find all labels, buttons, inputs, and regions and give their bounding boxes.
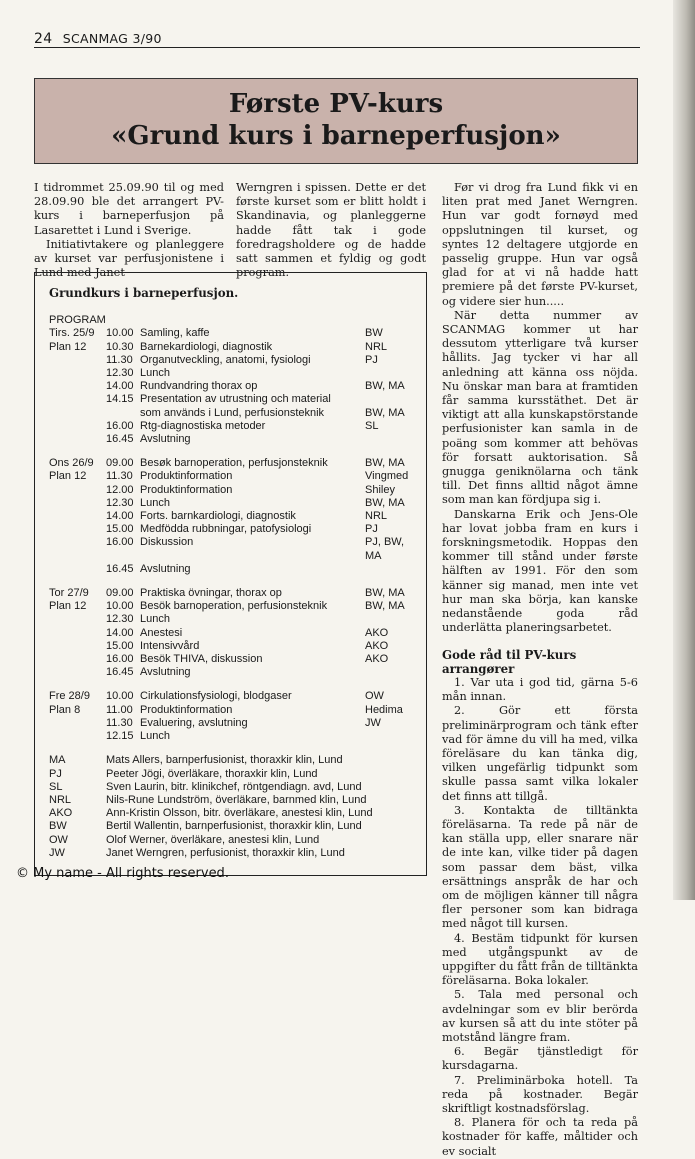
schedule-time: 09.00 [106, 457, 134, 470]
article-title-box [34, 78, 638, 164]
abbreviation-row [49, 807, 419, 820]
schedule-day [49, 433, 106, 446]
abbreviation: BW [49, 820, 67, 833]
article-title-line1: Første PV-kurs [228, 89, 444, 119]
program-label: PROGRAM [49, 314, 106, 327]
schedule-presenter: BW, MA [365, 380, 405, 393]
schedule-topic: Lunch [140, 613, 170, 626]
schedule-row [49, 613, 419, 626]
schedule-row [49, 341, 419, 354]
schedule-topic: Praktiska övningar, thorax op [140, 587, 282, 600]
schedule-presenter: BW, MA [365, 600, 405, 613]
schedule-row [49, 717, 419, 730]
schedule-topic: Presentation av utrustning och material [140, 393, 331, 406]
abbreviation-row [49, 834, 419, 847]
abbreviation-name: Ann-Kristin Olsson, bitr. överläkare, anestesi klin, Lund [106, 807, 373, 820]
schedule-topic: Avslutning [140, 433, 191, 446]
schedule-row [49, 470, 419, 483]
schedule-presenter: BW, MA [365, 496, 405, 509]
schedule-topic: Diskussion [140, 536, 194, 549]
abbreviation: AKO [49, 807, 73, 820]
schedule-day: Fre 28/9 [49, 690, 90, 703]
schedule-time: 12.30 [106, 496, 134, 509]
schedule-title: Grundkurs i barneperfusjon. [49, 286, 239, 300]
schedule-topic: Lunch [140, 730, 170, 743]
schedule-time: 16.45 [106, 666, 134, 679]
schedule-presenter: Hedima [365, 703, 403, 716]
advice-item: 4. Bestäm tidpunkt för kursen med utgångspunkt av de uppgifter du fått från de tilltänkta föreläsarna. Boka lokaler. [442, 931, 638, 988]
advice-list [442, 676, 638, 1159]
copyright-watermark: © My name - All rights reserved. [16, 866, 229, 881]
schedule-day [49, 550, 106, 563]
schedule-topic: Besök THIVA, diskussion [140, 653, 263, 666]
schedule-time: 10.00 [106, 600, 134, 613]
schedule-day [49, 523, 106, 536]
schedule-day [49, 420, 106, 433]
schedule-time: 16.45 [106, 562, 134, 575]
schedule-time: 11.30 [106, 353, 133, 366]
page-number: 24 [34, 31, 53, 47]
schedule-day: Plan 12 [49, 470, 87, 483]
schedule-topic: Medfödda rubbningar, patofysiologi [140, 523, 312, 536]
schedule-topic: Produktinformation [140, 470, 233, 483]
schedule-presenter: JW [365, 716, 381, 729]
schedule-topic: som används i Lund, perfusionsteknik [140, 406, 325, 419]
schedule-presenter: AKO [365, 653, 389, 666]
schedule-time: 16.00 [106, 536, 134, 549]
schedule-presenter [365, 393, 419, 406]
abbreviation-row [49, 847, 419, 860]
schedule-presenter: BW, MA [365, 587, 405, 600]
schedule-row [49, 380, 419, 393]
schedule-time: 12.30 [106, 367, 134, 380]
schedule-topic: Produktinformation [140, 703, 233, 716]
schedule-presenter [365, 730, 419, 743]
schedule-row [49, 510, 419, 523]
schedule-presenter: AKO [365, 639, 389, 652]
schedule-day [49, 536, 106, 549]
schedule-row [49, 354, 419, 367]
schedule-row [49, 600, 419, 613]
schedule-presenter [365, 367, 419, 380]
schedule-day [49, 367, 106, 380]
abbreviation-row [49, 781, 419, 794]
schedule-day [49, 613, 106, 626]
schedule-time: 14.00 [106, 380, 134, 393]
advice-item: 7. Preliminärboka hotell. Ta reda på kostnader. Begär skriftligt kostnadsförslag. [442, 1073, 638, 1115]
schedule-row [49, 704, 419, 717]
spacer [49, 743, 419, 754]
running-header [34, 31, 162, 47]
schedule-day: Tirs. 25/9 [49, 327, 95, 340]
abbreviation: SL [49, 780, 63, 793]
schedule-topic: Organutveckling, anatomi, fysiologi [140, 353, 311, 366]
schedule-time: 16.00 [106, 419, 134, 432]
paragraph: I tidrommet 25.09.90 til og med 28.09.90 ble det arrangert PV-kurs i barneperfusjon på Lasarettet i Lund i Sverige. [34, 181, 224, 237]
schedule-topic: Cirkulationsfysiologi, blodgaser [140, 690, 292, 703]
advice-item: 5. Tala med personal och avdelningar som ev blir berörda av kursen så att du inte stöter på motstånd längre fram. [442, 988, 638, 1044]
schedule-topic: Rundvandring thorax op [140, 380, 258, 393]
schedule-row [49, 523, 419, 536]
advice-item: 2. Gör ett första preliminärprogram och tänk efter vad för ämne du vill ha med, vilka föreläsare du kan tänka dig, vilken ungefärlig tidpunkt som skulle passa samt vilka lokaler det finns att tillgå. [442, 704, 638, 803]
schedule-row [49, 653, 419, 666]
schedule-time: 11.00 [106, 703, 133, 716]
schedule-rows [49, 327, 419, 743]
schedule-row [49, 433, 419, 446]
schedule-topic: Besøk barnoperation, perfusjonsteknik [140, 457, 328, 470]
schedule-time: 14.00 [106, 510, 134, 523]
schedule-row [49, 587, 419, 600]
schedule-time: 12.00 [106, 483, 134, 496]
schedule-topic: Samling, kaffe [140, 327, 210, 340]
schedule-time: 16.00 [106, 653, 134, 666]
schedule-time: 16.45 [106, 433, 134, 446]
schedule-day [49, 484, 106, 497]
abbreviation: NRL [49, 793, 72, 806]
schedule-time: 10.30 [106, 340, 134, 353]
schedule-day [49, 407, 106, 420]
schedule-row [49, 484, 419, 497]
schedule-presenter: Vingmed [365, 470, 409, 483]
article-column-1 [34, 181, 224, 280]
schedule-topic: Avslutning [140, 666, 191, 679]
schedule-day [49, 563, 106, 576]
schedule-topic: Lunch [140, 367, 170, 380]
schedule-presenter: BW [365, 327, 383, 340]
schedule-day [49, 497, 106, 510]
schedule-presenter: MA [365, 549, 382, 562]
schedule-presenter: NRL [365, 510, 388, 523]
schedule-topic: Avslutning [140, 562, 191, 575]
spacer [49, 446, 419, 457]
schedule-presenter: PJ [365, 523, 378, 536]
schedule-row [49, 407, 419, 420]
article-column-2 [236, 181, 426, 280]
advice-item: 3. Kontakta de tilltänkta föreläsarna. Ta rede på när de kan ställa upp, eller snarare när de inte kan, vilke tider på dagen som passar dem bäst, vilka ersättnings anspråk de har och om de möjligen känner till några fler personer som kan bidraga med något till kursen. [442, 803, 638, 931]
schedule-presenter: NRL [365, 340, 388, 353]
schedule-topic: Evaluering, avslutning [140, 716, 248, 729]
paragraph: Initiativtakere og planleggere av kurset var perfusjonistene i Lund med Janet [34, 237, 224, 280]
schedule-row [49, 367, 419, 380]
schedule-time: 10.00 [106, 690, 134, 703]
advice-item: 6. Begär tjänstledigt för kursdagarna. [442, 1045, 638, 1073]
schedule-time: 11.30 [106, 716, 133, 729]
header-rule [34, 47, 640, 48]
abbreviation: OW [49, 833, 68, 846]
advice-heading: Gode råd til PV-kurs arrangører [442, 647, 577, 676]
spacer [49, 679, 419, 690]
schedule-topic: Lunch [140, 496, 170, 509]
schedule-time: 14.00 [106, 626, 134, 639]
abbreviation-name: Sven Laurin, bitr. klinikchef, röntgendiagn. avd, Lund [106, 780, 362, 793]
paragraph: När detta nummer av SCANMAG kommer ut har dessutom ytterligare två kurser hållits. Jag tycker vi har all anledning att känna oss nöjda. Nu önskar man bara at framtiden får samma kursstäthet. Det är viktigt att alla kunskapstörstande perfusionister kan samla in de poäng som kommer att behövas för forsatt auktorisation. Så gnugga geniknölarna och tänk till. Det finns alltid något ämne som man kan fördjupa sig i. [442, 308, 638, 507]
schedule-day [49, 640, 106, 653]
schedule-presenter: PJ, BW, [365, 536, 405, 549]
schedule-day [49, 627, 106, 640]
schedule-presenter: AKO [365, 626, 389, 639]
schedule-day: Plan 12 [49, 600, 87, 613]
abbreviation-row [49, 768, 419, 781]
schedule-box [34, 272, 427, 876]
schedule-row [49, 536, 419, 549]
schedule-time: 12.30 [106, 613, 134, 626]
paragraph: Før vi drog fra Lund fikk vi en liten prat med Janet Werngren. Hun var godt fornøyd med oppslutningen til kurset, og syntes 12 deltagere utgjorde en passelig gruppe. Hun var også glad for at vi nå hadde hatt premiere på det første PV-kurset, og videre sier hun..... [442, 181, 638, 308]
schedule-time: 15.00 [106, 523, 134, 536]
abbreviation-row [49, 794, 419, 807]
schedule-time: 09.00 [106, 587, 134, 600]
schedule-row [49, 420, 419, 433]
spacer [49, 576, 419, 587]
schedule-presenter: BW, MA [365, 406, 405, 419]
advice-item: 8. Planera för och ta reda på kostnader för kaffe, måltider och ev socialt [442, 1116, 638, 1158]
abbreviation-name: Olof Werner, överläkare, anestesi klin, Lund [106, 833, 320, 846]
magazine-issue: SCANMAG 3/90 [62, 31, 162, 46]
schedule-row [49, 563, 419, 576]
schedule-time: 10.00 [106, 327, 134, 340]
schedule-topic: Forts. barnkardiologi, diagnostik [140, 510, 296, 523]
abbreviation-name: Janet Werngren, perfusionist, thoraxkir klin, Lund [106, 846, 345, 859]
schedule-presenter: OW [365, 690, 384, 703]
abbreviation: JW [49, 846, 65, 859]
page-binding-shadow [673, 0, 695, 900]
article-title-line2: «Grund kurs i barneperfusjon» [111, 121, 561, 151]
schedule-presenter: PJ [365, 353, 378, 366]
schedule-time [106, 550, 140, 563]
schedule-topic: Rtg-diagnostiska metoder [140, 419, 266, 432]
abbreviation: PJ [49, 767, 62, 780]
schedule-presenter: Shiley [365, 483, 395, 496]
schedule-time: 12.15 [106, 730, 134, 743]
schedule-row [49, 666, 419, 679]
schedule-presenter: BW, MA [365, 457, 405, 470]
schedule-row [49, 640, 419, 653]
schedule-row [49, 627, 419, 640]
schedule-time: 14.15 [106, 393, 134, 406]
schedule-day: Ons 26/9 [49, 457, 94, 470]
schedule-time: 15.00 [106, 639, 134, 652]
schedule-day [49, 354, 106, 367]
schedule-topic: Produktinformation [140, 483, 233, 496]
schedule-topic: Intensivvård [140, 639, 200, 652]
schedule-row [49, 690, 419, 703]
schedule-day: Tor 27/9 [49, 587, 89, 600]
schedule-day [49, 510, 106, 523]
schedule-time [106, 407, 140, 420]
abbreviation-name: Nils-Rune Lundström, överläkare, barnmed klin, Lund [106, 793, 367, 806]
abbreviation-name: Bertil Wallentin, barnperfusionist, thoraxkir klin, Lund [106, 820, 362, 833]
schedule-day [49, 653, 106, 666]
abbreviation-row [49, 754, 419, 767]
schedule [49, 287, 419, 860]
schedule-topic [140, 550, 365, 563]
abbreviation-list [49, 754, 419, 860]
schedule-presenter [365, 433, 419, 446]
schedule-day: Plan 12 [49, 340, 87, 353]
schedule-day [49, 380, 106, 393]
paragraph: Werngren i spissen. Dette er det første kurset som er blitt holdt i Skandinavia, og planleggerne hadde fått tak i gode foredragsholdere og de hadde satt sammen et fyldig og godt program. [236, 181, 426, 280]
schedule-row [49, 497, 419, 510]
schedule-presenter [365, 613, 419, 626]
schedule-topic: Anestesi [140, 626, 183, 639]
schedule-time: 11.30 [106, 470, 133, 483]
schedule-day [49, 666, 106, 679]
schedule-presenter [365, 666, 419, 679]
schedule-day [49, 717, 106, 730]
schedule-presenter: SL [365, 419, 379, 432]
abbreviation: MA [49, 754, 66, 767]
abbreviation-name: Mats Allers, barnperfusionist, thoraxkir klin, Lund [106, 754, 343, 767]
abbreviation-name: Peeter Jögi, överläkare, thoraxkir klin, Lund [106, 767, 318, 780]
schedule-topic: Barnekardiologi, diagnostik [140, 340, 273, 353]
schedule-day [49, 393, 106, 406]
schedule-day [49, 730, 106, 743]
schedule-row [49, 393, 419, 406]
abbreviation-row [49, 820, 419, 833]
advice-item: 1. Var uta i god tid, gärna 5-6 mån innan. [442, 675, 638, 704]
article-column-3 [442, 181, 638, 1159]
schedule-row [49, 457, 419, 470]
schedule-presenter [365, 563, 419, 576]
schedule-row [49, 550, 419, 563]
schedule-topic: Besök barnoperation, perfusionsteknik [140, 600, 328, 613]
paragraph: Danskarna Erik och Jens-Ole har lovat jobba fram en kurs i forskningsmetodik. Hoppas den kommer till stånd under første hälften av 1991. För den som känner sig manad, men inte vet hur man ska börja, kan kanske nedanstående goda råd underlätta planeringsarbetet. [442, 507, 638, 635]
schedule-day: Plan 8 [49, 703, 81, 716]
schedule-row [49, 327, 419, 340]
schedule-row [49, 730, 419, 743]
